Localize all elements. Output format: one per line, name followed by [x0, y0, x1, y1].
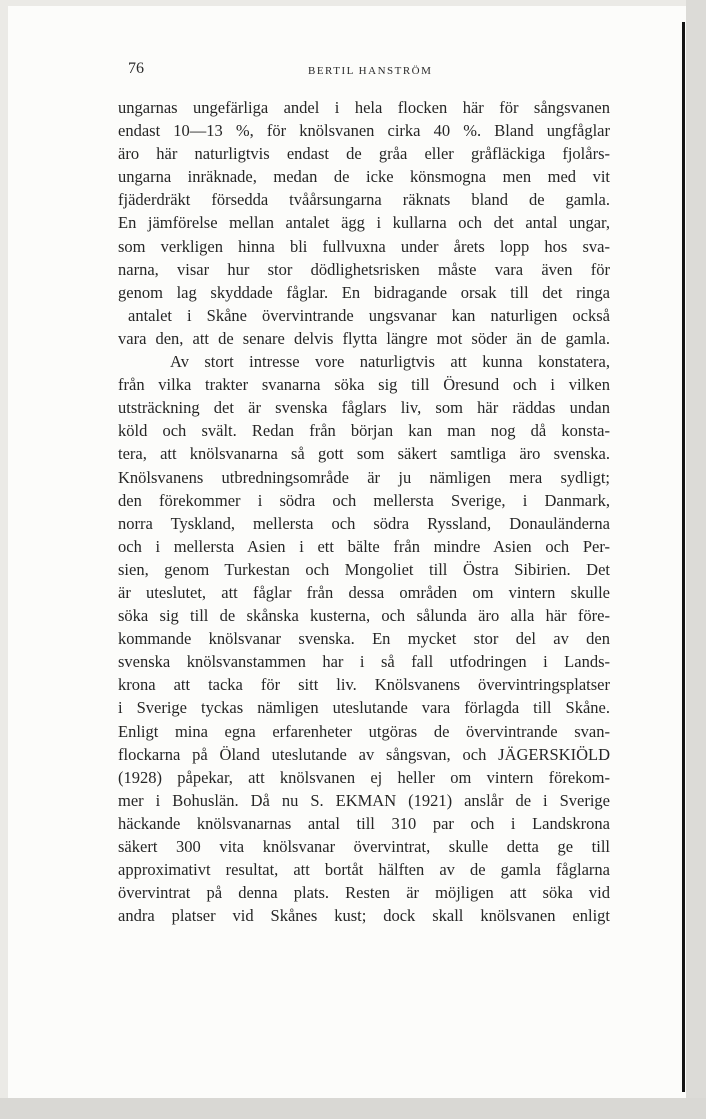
text-line: krona att tacka för sitt liv. Knölsvanens övervintringsplatser: [118, 675, 610, 695]
scan-margin-right: [686, 0, 706, 1119]
text-line: flockarna på Öland uteslutande av sångsvan, och JÄGERSKIÖLD: [118, 744, 610, 764]
text-line: (1928) påpekar, att knölsvanen ej heller om vintern förekom-: [118, 767, 610, 787]
text-line: övervintrat på denna plats. Resten är möjligen att söka vid: [118, 883, 610, 903]
text-line: endast 10—13 %, för knölsvanen cirka 40 %. Bland ungfåglar: [118, 121, 610, 141]
text-line: utsträckning det är svenska fåglars liv, som här räddas undan: [118, 398, 610, 418]
text-line: ungarna inräknade, medan de icke könsmogna men med vit: [118, 167, 610, 187]
body-text: [118, 96, 610, 927]
page-header: [128, 60, 608, 84]
text-line: norra Tyskland, mellersta och södra Ryssland, Donauländerna: [118, 513, 610, 533]
text-line: Knölsvanens utbredningsområde är ju nämligen mera sydligt;: [118, 467, 610, 487]
text-line: från vilka trakter svanarna söka sig till Öresund och i vilken: [118, 375, 610, 395]
text-line: narna, visar hur stor dödlighetsrisken måste vara även för: [118, 259, 610, 279]
text-line: är uteslutet, att fåglar från dessa områden om vintern skulle: [118, 582, 610, 602]
text-line: säkert 300 vita knölsvanar övervintrat, skulle detta ge till: [118, 837, 610, 856]
page-edge-shadow: [682, 22, 685, 1092]
text-line: andra platser vid Skånes kust; dock skall knölsvanen enligt: [118, 906, 610, 926]
text-line: svenska knölsvanstammen har i så fall utfodringen i Lands-: [118, 652, 610, 672]
text-line: vara den, att de senare delvis flytta längre mot söder än de gamla.: [118, 328, 610, 348]
text-line: kommande knölsvanar svenska. En mycket stor del av den: [118, 629, 610, 649]
text-line: häckande knölsvanarnas antal till 310 par och i Landskrona: [118, 813, 610, 833]
page-number: 76: [128, 60, 144, 77]
text-line: antalet i Skåne övervintrande ungsvanar kan naturligen också: [128, 305, 610, 325]
text-line: äro här naturligtvis endast de gråa eller gråfläckiga fjolårs-: [118, 144, 610, 164]
text-line: sien, genom Turkestan och Mongoliet till Östra Sibirien. Det: [118, 559, 610, 579]
text-line: köld och svält. Redan från början kan man nog då konsta-: [118, 421, 610, 441]
text-line: ungarnas ungefärliga andel i hela flocken här för sångsvanen: [118, 98, 610, 117]
text-line: den förekommer i södra och mellersta Sverige, i Danmark,: [118, 490, 610, 510]
text-line: fjäderdräkt försedda tvåårsungarna räknats bland de gamla.: [118, 190, 610, 210]
text-line: approximativt resultat, att bortåt hälften av de gamla fåglarna: [118, 860, 610, 880]
text-line: tera, att knölsvanarna så gott som säkert samtliga äro svenska.: [118, 444, 610, 464]
text-line: En jämförelse mellan antalet ägg i kullarna och det antal ungar,: [118, 213, 610, 233]
text-line: genom lag skyddade fåglar. En bidragande orsak till det ringa: [118, 282, 610, 302]
text-line: i Sverige tyckas nämligen uteslutande vara förlagda till Skåne.: [118, 698, 610, 718]
scan-margin-bottom: [0, 1098, 706, 1119]
text-line: som verkligen hinna bli fullvuxna under årets lopp hos sva-: [118, 236, 610, 256]
running-head: BERTIL HANSTRÖM: [308, 65, 433, 77]
text-line: mer i Bohuslän. Då nu S. EKMAN (1921) anslår de i Sverige: [118, 790, 610, 810]
text-line: och i mellersta Asien i ett bälte från mindre Asien och Per-: [118, 536, 610, 556]
paragraph-first-line: Av stort intresse vore naturligtvis att kunna konstatera,: [170, 352, 610, 372]
text-line: Enligt mina egna erfarenheter utgöras de övervintrande svan-: [118, 721, 610, 741]
text-line: söka sig till de skånska kusterna, och sålunda äro alla här före-: [118, 606, 610, 626]
